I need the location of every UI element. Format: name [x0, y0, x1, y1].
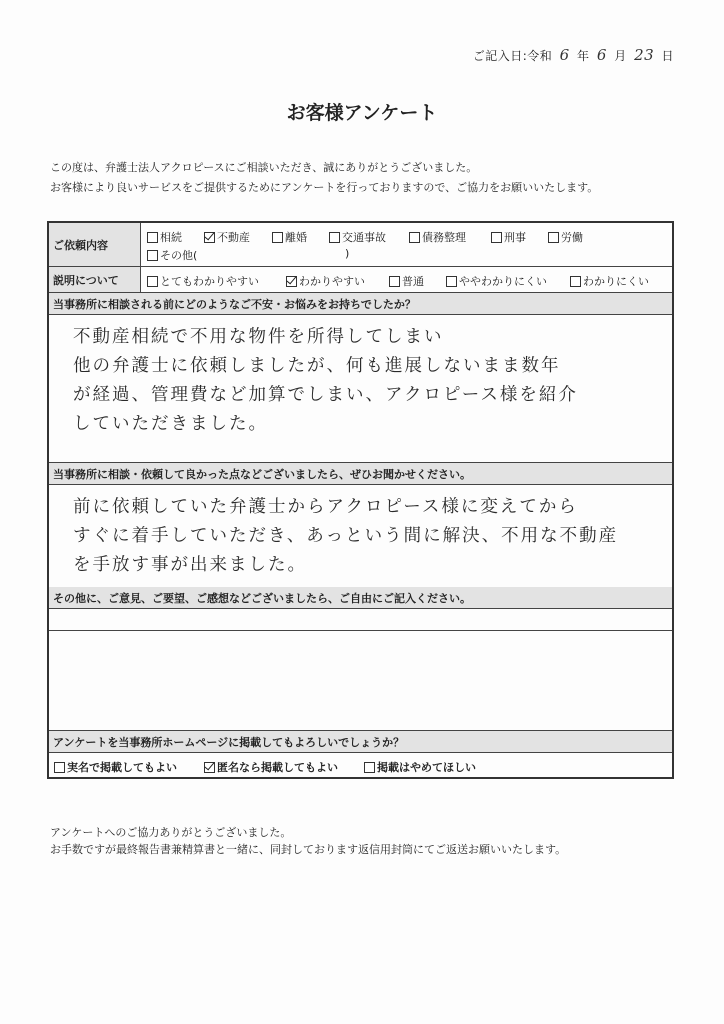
request-option-labor[interactable]: 労働	[548, 229, 583, 245]
checkbox[interactable]	[54, 762, 65, 773]
checkbox[interactable]	[491, 232, 502, 243]
request-option-traffic-accident[interactable]: 交通事故	[329, 229, 386, 245]
request-option-divorce[interactable]: 離婚	[272, 229, 307, 245]
answer-line: 他の弁護士に依頼しましたが、何も進展しないまま数年	[73, 356, 561, 376]
answer-line: が経過、管理費など加算でしまい、アクロピース様を紹介	[73, 385, 578, 405]
answer-line: 前に依頼していた弁護士からアクロピース様に変えてから	[73, 497, 578, 517]
publish-option-anonymous[interactable]: 匿名なら掲載してもよい	[204, 759, 338, 775]
explanation-option-unclear[interactable]: わかりにくい	[570, 273, 649, 289]
publish-option-decline[interactable]: 掲載はやめてほしい	[364, 759, 476, 775]
request-label: ご依頼内容	[49, 223, 141, 266]
checkbox-checked[interactable]	[286, 276, 297, 287]
checkbox[interactable]	[364, 762, 375, 773]
date-month[interactable]: 6	[596, 46, 607, 64]
date-day[interactable]: 23	[634, 46, 655, 64]
checkbox[interactable]	[446, 276, 457, 287]
checkbox-checked[interactable]	[204, 762, 215, 773]
page-title: お客様アンケート	[286, 102, 438, 124]
checkbox[interactable]	[389, 276, 400, 287]
intro-text	[50, 158, 598, 198]
intro-line: お客様により良いサービスをご提供するためにアンケートを行っておりますので、ご協力をお願いいたします。	[50, 181, 599, 194]
entry-date	[473, 46, 674, 64]
request-option-other[interactable]: その他(	[147, 247, 197, 263]
checkbox[interactable]	[409, 232, 420, 243]
request-row	[49, 223, 672, 267]
footer-line: お手数ですが最終報告書兼精算書と一緒に、同封しております返信用封筒にてご返送お願いいたします。	[50, 843, 567, 856]
explanation-option-very-clear[interactable]: とてもわかりやすい	[147, 273, 259, 289]
checkbox[interactable]	[147, 232, 158, 243]
explanation-option-clear[interactable]: わかりやすい	[286, 273, 365, 289]
request-option-debt[interactable]: 債務整理	[409, 229, 466, 245]
answer-line: していただきました。	[73, 414, 268, 434]
answer-line: を手放す事が出来ました。	[73, 555, 307, 575]
date-day-unit: 日	[661, 49, 674, 63]
footer-line: アンケートへのご協力ありがとうございました。	[50, 826, 292, 839]
other-close-paren: )	[345, 247, 350, 260]
checkbox[interactable]	[272, 232, 283, 243]
request-option-criminal[interactable]: 刑事	[491, 229, 526, 245]
checkbox[interactable]	[570, 276, 581, 287]
date-year[interactable]: 6	[559, 46, 570, 64]
date-label: ご記入日:令和	[472, 49, 553, 63]
q3-answer-area[interactable]	[49, 609, 672, 731]
checkbox[interactable]	[147, 276, 158, 287]
explanation-option-normal[interactable]: 普通	[389, 273, 424, 289]
q1-answer-area[interactable]	[49, 315, 672, 463]
footer-text	[50, 824, 566, 858]
request-option-inheritance[interactable]: 相続	[147, 229, 182, 245]
answer-line: 不動産相続で不用な物件を所得してしまい	[73, 327, 444, 347]
checkbox[interactable]	[147, 250, 158, 261]
publish-option-real-name[interactable]: 実名で掲載してもよい	[54, 759, 177, 775]
intro-line: この度は、弁護士法人アクロピースにご相談いただき、誠にありがとうございました。	[50, 161, 478, 174]
request-option-real-estate[interactable]: 不動産	[204, 229, 250, 245]
explanation-label: 説明について	[49, 267, 141, 292]
explanation-row	[49, 267, 672, 293]
checkbox[interactable]	[548, 232, 559, 243]
answer-line: すぐに着手していただき、あっという間に解決、不用な不動産	[73, 526, 619, 546]
date-month-unit: 月	[614, 49, 627, 63]
q3-question: その他に、ご意見、ご要望、ご感想などございましたら、ご自由にご記入ください。	[49, 587, 672, 609]
date-year-unit: 年	[577, 49, 590, 63]
survey-form	[47, 221, 674, 779]
checkbox[interactable]	[329, 232, 340, 243]
q2-question: 当事務所に相談・依頼して良かった点などございましたら、ぜひお聞かせください。	[49, 463, 672, 485]
explanation-option-somewhat-unclear[interactable]: ややわかりにくい	[446, 273, 547, 289]
publish-row	[49, 753, 672, 777]
checkbox-checked[interactable]	[204, 232, 215, 243]
publish-question: アンケートを当事務所ホームページに掲載してもよろしいでしょうか？	[49, 731, 672, 753]
q1-question: 当事務所に相談される前にどのようなご不安・お悩みをお持ちでしたか？	[49, 293, 672, 315]
